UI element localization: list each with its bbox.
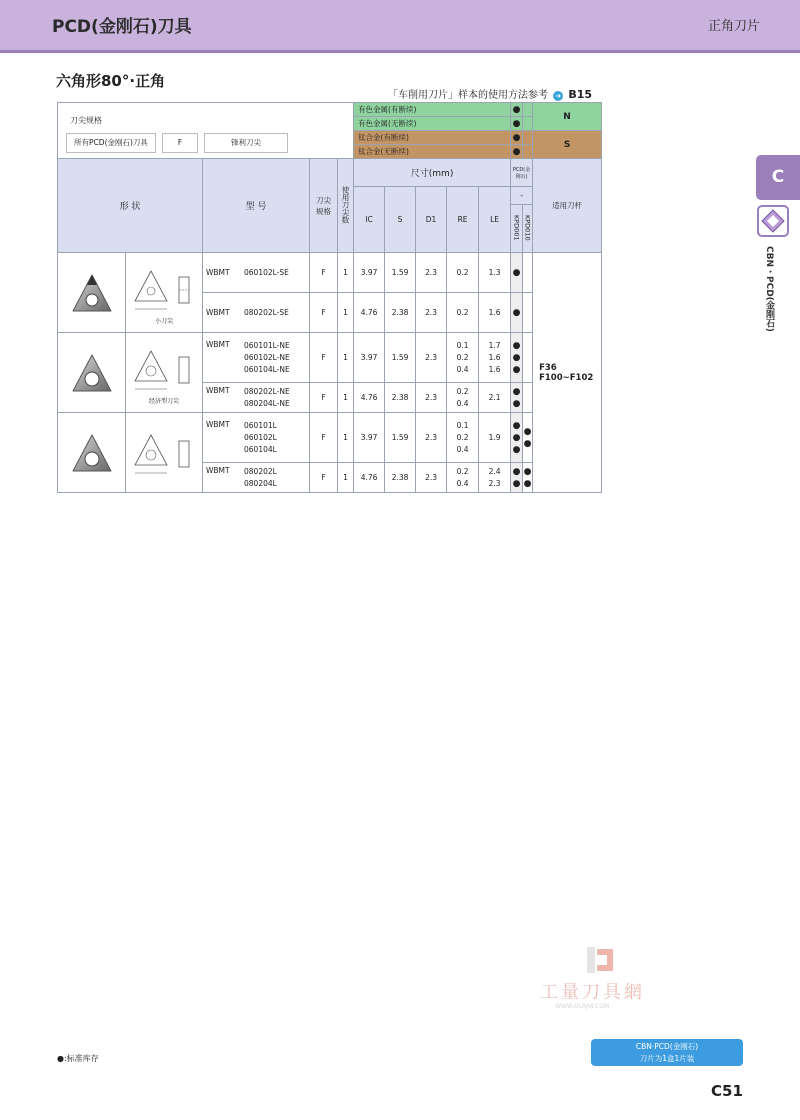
le-value: 1.6 (488, 364, 501, 374)
page-title: PCD(金刚石)刀具 (52, 17, 192, 37)
section-title: 六角形80°·正角 (56, 72, 166, 90)
stock-mark: ● (512, 352, 521, 363)
re-value: 0.4 (456, 478, 469, 488)
re-cell: 0.2 (447, 253, 479, 293)
sharp-tip-label: 锋利刀尖 (204, 133, 288, 153)
model-code: 080204L (244, 478, 277, 488)
reference-text: 「车削用刀片」样本的使用方法参考 (388, 90, 548, 101)
technical-drawing-icon (129, 425, 199, 480)
re-value: 0.1 (456, 340, 469, 350)
model-code: 060101L-NE (244, 340, 290, 350)
stock-mark: ● (512, 420, 521, 431)
watermark-logo-icon (585, 945, 615, 975)
stock-mark: ● (523, 478, 532, 489)
packaging-note (591, 1039, 743, 1066)
re-cell (447, 333, 479, 383)
s-cell: 1.59 (385, 413, 416, 463)
material-row: 钛合金(无断续) (354, 145, 511, 159)
le-cell (479, 463, 511, 493)
model-cell (203, 463, 310, 493)
ic-cell: 4.76 (354, 293, 385, 333)
header-re: RE (447, 187, 479, 253)
re-value: 0.4 (456, 398, 469, 408)
count-cell: 1 (338, 253, 354, 293)
stock-mark (523, 333, 533, 383)
header-ic: IC (354, 187, 385, 253)
model-cell (203, 413, 310, 463)
tip-cell: F (310, 463, 338, 493)
model-series: WBMT (206, 419, 230, 429)
stock-mark: ● (511, 293, 523, 333)
le-value: 2.4 (488, 466, 501, 476)
material-row: 钛合金(有断续) (354, 131, 511, 145)
count-cell: 1 (338, 383, 354, 413)
count-cell: 1 (338, 333, 354, 383)
holder-item: F36 (539, 362, 557, 373)
technical-drawing-icon (129, 341, 199, 396)
insert-drawing (126, 333, 203, 413)
model-cell (203, 383, 310, 413)
re-cell: 0.2 (447, 293, 479, 333)
stock-mark: ● (512, 444, 521, 455)
reference-page-link[interactable]: B15 (568, 88, 593, 101)
d1-cell: 2.3 (416, 293, 447, 333)
arrow-right-icon: ➜ (553, 91, 563, 101)
stock-mark: ● (512, 386, 521, 397)
header-s: S (385, 187, 416, 253)
model-series: WBMT (206, 385, 230, 395)
model-series: WBMT (206, 339, 230, 349)
watermark-url: WWW.GLRJW.COM (555, 1003, 610, 1010)
ic-cell: 3.97 (354, 253, 385, 293)
stock-mark (523, 383, 533, 413)
header-pcd: PCD(金刚石) (511, 159, 533, 187)
header-shape: 形 状 (58, 159, 203, 253)
insert-drawing (126, 253, 203, 333)
stock-mark-group (523, 463, 533, 493)
header-kpd010-text: KPD010 (523, 214, 532, 241)
le-cell: 2.1 (479, 383, 511, 413)
le-cell (479, 333, 511, 383)
all-pcd-label: 所有PCD(金刚石)刀具 (66, 133, 156, 153)
model-code: 060102L-SE (244, 268, 289, 277)
reference-note (388, 86, 592, 101)
model-code: 060104L (244, 444, 277, 454)
insert-photo-icon (67, 431, 117, 475)
group-n: N (533, 103, 602, 131)
pcd-diamond-icon (757, 205, 789, 237)
stock-mark: ● (512, 478, 521, 489)
stock-mark-group (511, 413, 523, 463)
header-kpd001 (511, 205, 523, 253)
s-cell: 2.38 (385, 293, 416, 333)
stock-mark: ● (512, 364, 521, 375)
model-code: 080202L-NE (244, 386, 290, 396)
stock-mark-group (523, 413, 533, 463)
watermark (540, 945, 670, 1015)
product-table (57, 102, 602, 493)
count-cell: 1 (338, 413, 354, 463)
ic-cell: 3.97 (354, 413, 385, 463)
legend-note: ●:标准库存 (57, 1054, 99, 1063)
model-code: 080202L-SE (244, 308, 289, 317)
tip-cell: F (310, 253, 338, 293)
stock-mark-group (511, 463, 523, 493)
tip-spec-f: F (162, 133, 198, 153)
drawing-caption: 经济型刀尖 (148, 397, 179, 405)
material-mark: ● (511, 117, 523, 131)
re-value: 0.2 (456, 466, 469, 476)
le-cell: 1.3 (479, 253, 511, 293)
le-cell: 1.6 (479, 293, 511, 333)
packaging-line: 刀片为1盒1片装 (639, 1054, 695, 1063)
stock-mark: ● (512, 340, 521, 351)
insert-image (58, 333, 126, 413)
insert-image (58, 253, 126, 333)
material-row: 有色金属(有断续) (354, 103, 511, 117)
tip-cell: F (310, 383, 338, 413)
header-d1: D1 (416, 187, 447, 253)
material-mark: ● (511, 103, 523, 117)
page-number: C51 (711, 1082, 743, 1100)
model-series: WBMT (206, 465, 230, 475)
stock-mark-group (511, 383, 523, 413)
technical-drawing-icon (129, 261, 199, 316)
tip-cell: F (310, 333, 338, 383)
insert-image (58, 413, 126, 493)
header-dims: 尺寸(mm) (354, 159, 511, 187)
model-cell (203, 293, 310, 333)
count-cell: 1 (338, 293, 354, 333)
d1-cell: 2.3 (416, 253, 447, 293)
stock-mark (523, 293, 533, 333)
insert-photo-icon (67, 271, 117, 315)
watermark-text: 工量刀具網 (540, 982, 645, 1003)
stock-mark: ● (512, 398, 521, 409)
re-cell (447, 383, 479, 413)
stock-mark: ● (512, 466, 521, 477)
s-cell: 1.59 (385, 333, 416, 383)
re-value: 0.2 (456, 432, 469, 442)
le-value: 1.6 (488, 352, 501, 362)
holder-cell (533, 253, 602, 493)
model-code: 060104L-NE (244, 364, 290, 374)
d1-cell: 2.3 (416, 383, 447, 413)
packaging-line: CBN·PCD(金刚石) (635, 1042, 699, 1051)
re-value: 0.2 (456, 386, 469, 396)
model-code: 060101L (244, 420, 277, 430)
stock-mark (523, 253, 533, 293)
stock-mark: ● (523, 426, 532, 437)
tip-spec-label: 刀尖规格 (70, 115, 102, 125)
stock-mark: ● (511, 253, 523, 293)
model-cell (203, 253, 310, 293)
re-value: 0.1 (456, 420, 469, 430)
section-tab-c[interactable]: C (756, 155, 800, 200)
category-label: 正角刀片 (707, 19, 760, 34)
d1-cell: 2.3 (416, 463, 447, 493)
stock-mark: ● (523, 466, 532, 477)
tip-spec-box (58, 103, 354, 159)
insert-drawing (126, 413, 203, 493)
stock-mark: ● (512, 432, 521, 443)
material-row: 有色金属(无断续) (354, 117, 511, 131)
side-category-label: CBN・PCD(金刚石) (764, 246, 774, 332)
model-code: 080202L (244, 466, 277, 476)
re-cell (447, 463, 479, 493)
group-s: S (533, 131, 602, 159)
stock-mark: ● (523, 438, 532, 449)
re-value: 0.4 (456, 444, 469, 454)
header-model: 型 号 (203, 159, 310, 253)
material-mark: ● (511, 145, 523, 159)
model-series: WBMT (206, 308, 230, 317)
page-header (0, 0, 800, 53)
s-cell: 1.59 (385, 253, 416, 293)
le-cell: 1.9 (479, 413, 511, 463)
le-value: 1.7 (488, 340, 501, 350)
model-code: 080204L-NE (244, 398, 290, 408)
header-holder: 适用刀杆 (533, 159, 602, 253)
model-series: WBMT (206, 268, 230, 277)
header-kpd010 (523, 205, 533, 253)
header-count (338, 159, 354, 253)
re-value: 0.4 (456, 364, 469, 374)
model-code: 060102L (244, 432, 277, 442)
s-cell: 2.38 (385, 383, 416, 413)
holder-item: F100~F102 (539, 372, 594, 383)
count-cell: 1 (338, 463, 354, 493)
header-tip-text: 刀尖规格 (316, 195, 331, 216)
drawing-caption: 小刀尖 (154, 317, 173, 325)
d1-cell: 2.3 (416, 333, 447, 383)
model-cell (203, 333, 310, 383)
stock-mark-group (511, 333, 523, 383)
ic-cell: 4.76 (354, 463, 385, 493)
ic-cell: 4.76 (354, 383, 385, 413)
header-tip (310, 159, 338, 253)
header-kpd001-text: KPD001 (512, 214, 521, 241)
material-mark: ● (511, 131, 523, 145)
header-count-text: 使用刀尖数 (341, 185, 351, 224)
tip-cell: F (310, 413, 338, 463)
re-cell (447, 413, 479, 463)
model-code: 060102L-NE (244, 352, 290, 362)
tip-cell: F (310, 293, 338, 333)
d1-cell: 2.3 (416, 413, 447, 463)
le-value: 2.3 (488, 478, 501, 488)
re-value: 0.2 (456, 352, 469, 362)
header-dash: - (511, 187, 533, 205)
header-le: LE (479, 187, 511, 253)
s-cell: 2.38 (385, 463, 416, 493)
insert-photo-icon (67, 351, 117, 395)
ic-cell: 3.97 (354, 333, 385, 383)
